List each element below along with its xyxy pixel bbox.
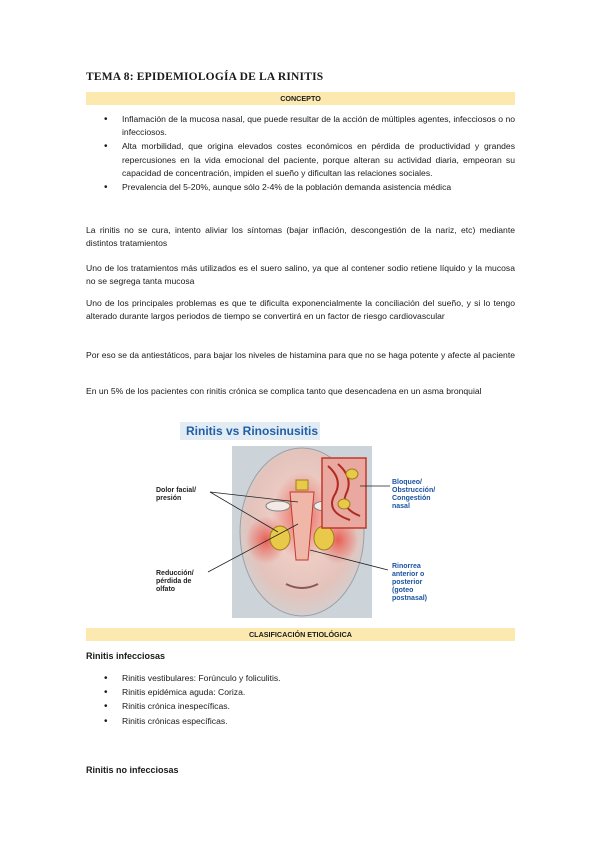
infectious-item: • Rinitis crónica inespecíficas. (104, 700, 515, 713)
concept-bullet: • Prevalencia del 5-20%, aunque sólo 2-4% de la población demanda asistencia médica (104, 181, 515, 194)
frontal-sinus (296, 480, 308, 490)
infectious-item: • Rinitis epidémica aguda: Coriza. (104, 686, 515, 699)
concept-bullet-list (104, 113, 515, 195)
right-maxillary-sinus (314, 526, 334, 550)
section-heading-concepto: CONCEPTO (86, 92, 515, 105)
infectious-item: • Rinitis crónicas específicas. (104, 715, 515, 728)
label-smell-loss: Reducción/ pérdida de olfato (156, 570, 194, 593)
section-heading-clasificacion: CLASIFICACIÓN ETIOLÓGICA (86, 628, 515, 641)
rhinitis-figure (150, 420, 450, 620)
label-rhinorrhea: Rinorrea anterior o posterior (goteo postnasal) (392, 563, 428, 602)
infectious-list (104, 672, 515, 729)
paragraph: Uno de los tratamientos más utilizados es el suero salino, ya que al contener sodio retiene líquido y la mucosa no se segrega tanta mucosa (86, 263, 515, 287)
subheading-infectious: Rinitis infecciosas (86, 651, 166, 661)
document-title: TEMA 8: EPIDEMIOLOGÍA DE LA RINITIS (86, 71, 324, 83)
figure-title: Rinitis vs Rinosinusitis (186, 424, 319, 438)
subheading-noninfectious: Rinitis no infecciosas (86, 765, 179, 775)
label-congestion: Bloqueo/ Obstrucción/ Congestión nasal (392, 479, 436, 510)
left-eye (266, 501, 290, 511)
label-facial-pain: Dolor facial/ presión (156, 487, 197, 502)
paragraph: Por eso se da antiestáticos, para bajar los niveles de histamina para que no se haga potente y afecte al paciente (86, 350, 516, 360)
concept-bullet: • Inflamación de la mucosa nasal, que puede resultar de la acción de múltiples agentes, infecciosos o no infecciosos. (104, 113, 515, 139)
paragraph: La rinitis no se cura, intento aliviar los síntomas (bajar inflación, descongestión de la nariz, etc) mediante distintos tratamientos (86, 225, 515, 249)
paragraph: En un 5% de los pacientes con rinitis crónica se complica tanto que desencadena en un asma bronquial (86, 386, 482, 396)
concept-bullet: • Alta morbilidad, que origina elevados costes económicos en pérdida de productividad y grandes repercusiones en la vida emocional del paciente, porque alteran su actividad diaria, empeoran su capacidad de concentración, impiden el sueño y dificultan las relaciones sociales. (104, 140, 515, 180)
infectious-item: • Rinitis vestibulares: Forúnculo y foliculitis. (104, 672, 515, 685)
paragraph: Uno de los principales problemas es que te dificulta exponencialmente la conciliación del sueño, y si lo tengo alterado durante largos periodos de tiempo se convertirá en un factor de riesgo cardiovascular (86, 298, 515, 322)
